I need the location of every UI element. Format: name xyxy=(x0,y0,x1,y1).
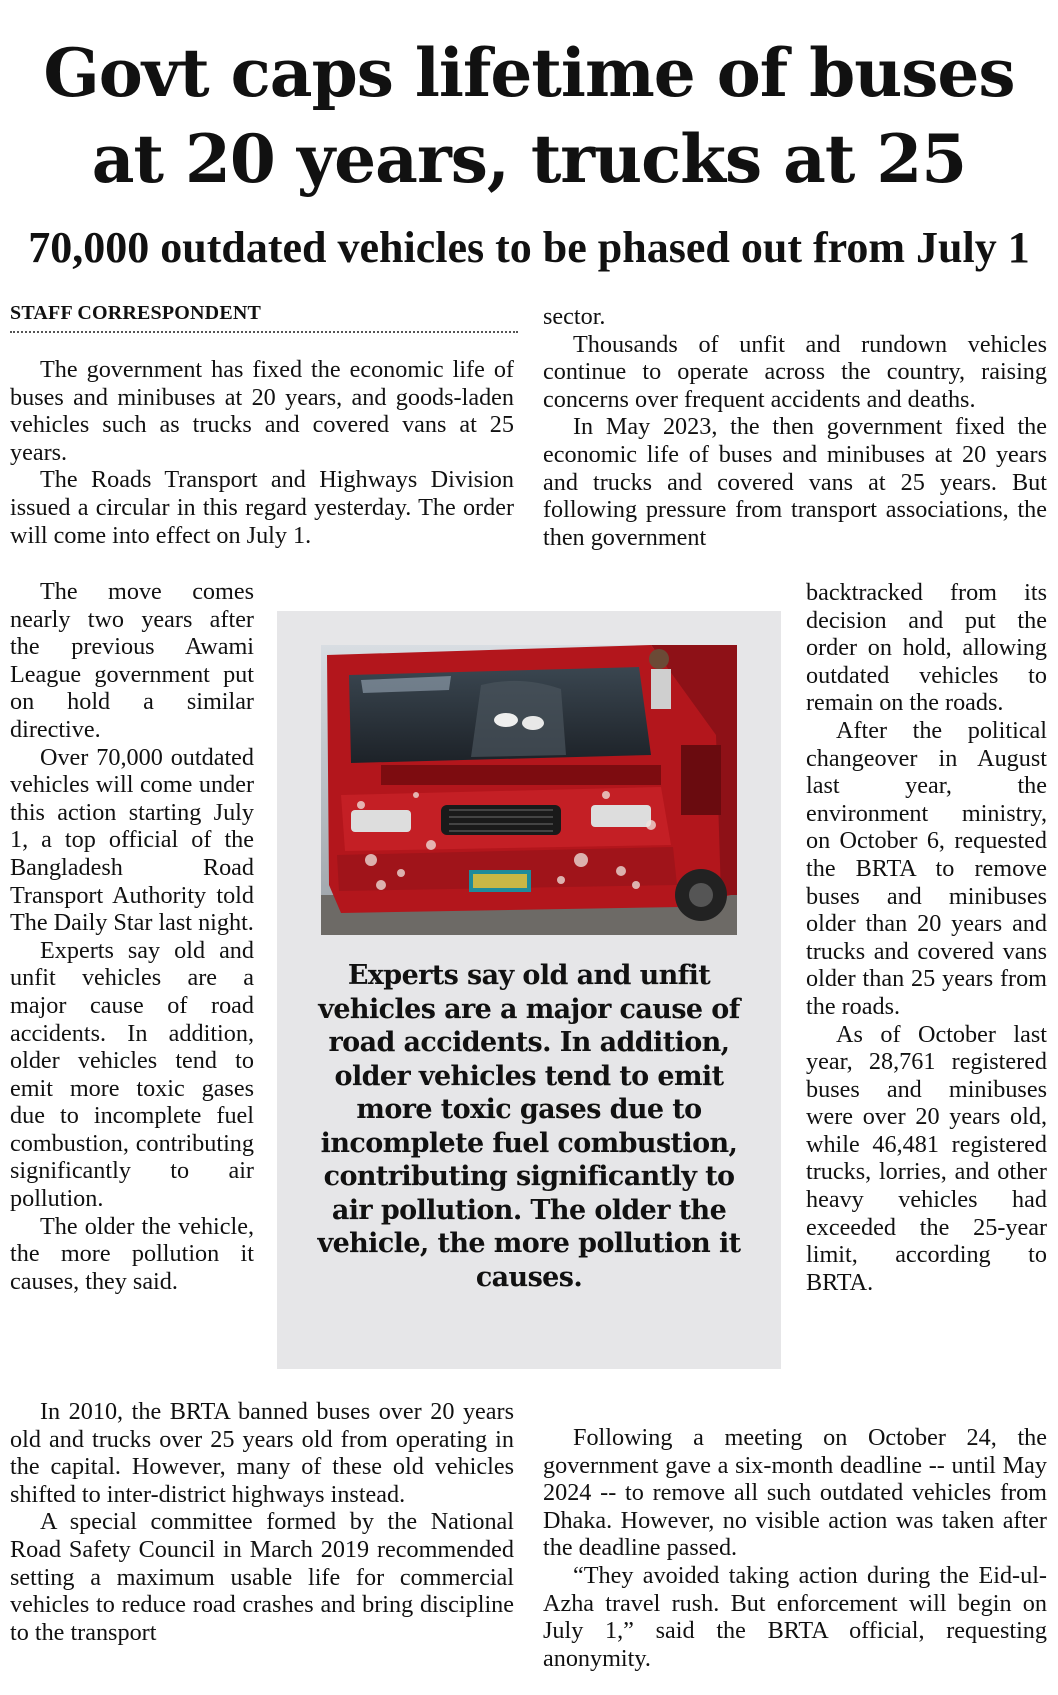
article-paragraph: A special committee formed by the National Road Safety Council in March 2019 recommended setting a maximum usable life for commercial vehicles to reduce road crashes and bring discipline to the transport xyxy=(10,1508,514,1646)
byline: STAFF CORRESPONDENT xyxy=(10,302,518,333)
pull-quote-box xyxy=(277,611,781,1369)
article-paragraph: As of October last year, 28,761 registered buses and minibuses were over 20 years old, while 46,481 registered trucks, lorries, and other heavy vehicles had exceeded the 25-year limit, according to BRTA. xyxy=(806,1020,1047,1296)
article-paragraph: Thousands of unfit and rundown vehicles continue to operate across the country, raising concerns over frequent accidents and deaths. xyxy=(543,330,1047,413)
article-paragraph: The older the vehicle, the more pollution it causes, they said. xyxy=(10,1212,254,1295)
article-column-left-top xyxy=(10,356,514,549)
article-paragraph: Experts say old and unfit vehicles are a major cause of road accidents. In addition, older vehicles tend to emit more toxic gases due to incomplete fuel combustion, contributing significantly to air pollution. xyxy=(10,936,254,1213)
article-column-right-narrow xyxy=(806,579,1047,1296)
article-paragraph: After the political changeover in August last year, the environment ministry, on October 6, requested the BRTA to remove buses and minibuses older than 20 years and trucks and covered vans older than 25 years from the roads. xyxy=(806,716,1047,1020)
headline: Govt caps lifetime of buses at 20 years, trucks at 25 xyxy=(43,34,1015,198)
article-paragraph: The Roads Transport and Highways Division issued a circular in this regard yesterday. The order will come into effect on July 1. xyxy=(10,466,514,549)
article-paragraph-continued: backtracked from its decision and put the order on hold, allowing outdated vehicles to remain on the roads. xyxy=(806,579,1047,717)
article-paragraph: Over 70,000 outdated vehicles will come under this action starting July 1, a top official of the Bangladesh Road Transport Authority told The Daily Star last night. xyxy=(10,743,254,937)
article-paragraph: The move comes nearly two years after the previous Awami League government put on hold a similar directive. xyxy=(10,578,254,743)
subheadline: 70,000 outdated vehicles to be phased out from July 1 xyxy=(28,223,1030,272)
article-paragraph: Following a meeting on October 24, the government gave a six-month deadline -- until May 2024 -- to remove all such outdated vehicles from Dhaka. However, no visible action was taken after the deadline passed. xyxy=(543,1424,1047,1562)
article-column-right-top xyxy=(543,303,1047,551)
article-paragraph: In 2010, the BRTA banned buses over 20 years old and trucks over 25 years old from operating in the capital. However, many of these old vehicles shifted to inter-district highways instead. xyxy=(10,1398,514,1508)
article-column-right-bottom xyxy=(543,1424,1047,1672)
article-paragraph-continued: sector. xyxy=(543,303,606,330)
bus-illustration xyxy=(321,645,737,935)
article-paragraph: “They avoided taking action during the Eid-ul-Azha travel rush. But enforcement will begin on July 1,” said the BRTA official, requesting anonymity. xyxy=(543,1561,1047,1672)
pull-quote: Experts say old and unfit vehicles are a major cause of road accidents. In addition, older vehicles tend to emit more toxic gases due to incomplete fuel combustion, contributing significantly to air pollution. The older the vehicle, the more pollution it causes. xyxy=(317,960,741,1293)
article-paragraph: In May 2023, the then government fixed the economic life of buses and minibuses at 20 years and trucks and covered vans at 25 years. But following pressure from transport associations, the then government xyxy=(543,413,1047,551)
article-column-left-narrow xyxy=(10,578,254,1295)
article-paragraph: The government has fixed the economic life of buses and minibuses at 20 years, and goods-laden vehicles such as trucks and covered vans at 25 years. xyxy=(10,356,514,466)
article-column-left-bottom xyxy=(10,1398,514,1646)
bus-photo xyxy=(321,645,737,935)
